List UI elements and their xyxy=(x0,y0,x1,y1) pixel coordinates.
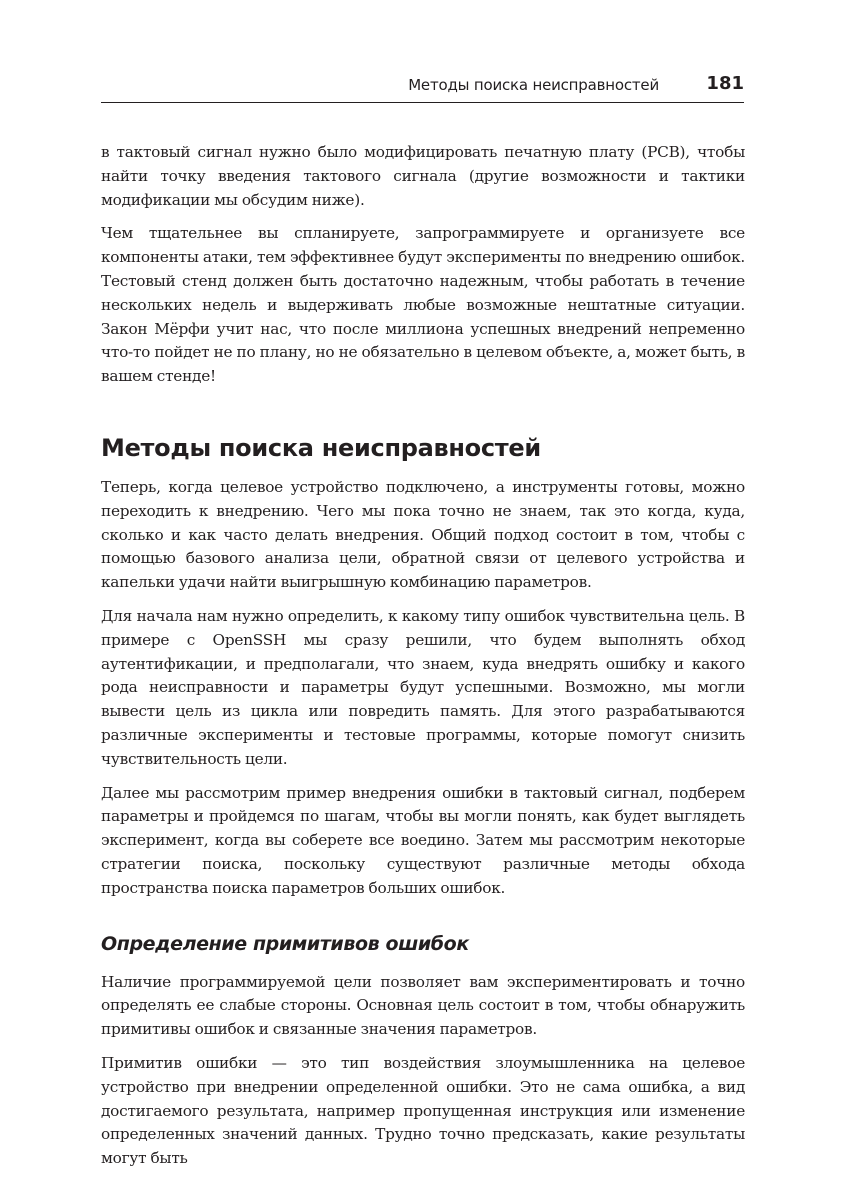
section-heading: Методы поиска неисправностей xyxy=(101,433,541,462)
paragraph-continuation: в тактовый сигнал нужно было модифицировать печатную плату (PCB), чтобы найти точку введения тактового сигнала (другие возможности и тактики модификации мы обсудим ниже). xyxy=(101,143,745,209)
paragraph-test-bench: Чем тщательнее вы спланируете, запрограммируете и организуете все компоненты атаки, тем эффективнее будут эксперименты по внедрению ошибок. Тестовый стенд должен быть достаточно надежным, чтобы работать в течение нескольких недель и выдерживать любые возможные нештатные ситуации. Закон Мёрфи учит нас, что после миллиона успешных внедрений непременно что-то пойдет не по плану, но не обязательно в целевом объекте, а, может быть, в вашем стенде! xyxy=(101,224,745,386)
subsection-heading: Определение примитивов ошибок xyxy=(101,932,469,955)
page-content xyxy=(101,141,745,1171)
page-number: 181 xyxy=(706,73,744,94)
running-header xyxy=(101,72,744,103)
running-title: Методы поиска неисправностей xyxy=(408,76,659,94)
paragraph-intro: Теперь, когда целевое устройство подключено, а инструменты готовы, можно переходить к внедрению. Чего мы пока точно не знаем, так это когда, куда, сколько и как часто делать внедрения. Общий подход состоит в том, чтобы с помощью базового анализа цели, обратной связи от целевого устройства и капельки удачи найти выигрышную комбинацию параметров. xyxy=(101,477,745,592)
paragraph-fault-types: Для начала нам нужно определить, к какому типу ошибок чувствительна цель. В примере с OpenSSH мы сразу решили, что будем выполнять обход аутентификации, и предполагали, что знаем, куда внедрять ошибку и какого рода неисправности и параметры будут успешными. Возможно, мы могли вывести цель из цикла или повредить память. Для этого разрабатываются различные эксперименты и тестовые программы, которые помогут снизить чувствительность цели. xyxy=(101,606,745,768)
paragraph-next-steps: Далее мы рассмотрим пример внедрения ошибки в тактовый сигнал, подберем параметры и пройдемся по шагам, чтобы вы могли понять, как будет выглядеть эксперимент, когда вы соберете все воедино. Затем мы рассмотрим некоторые стратегии поиска, поскольку существуют различные методы обхода пространства поиска параметров больших ошибок. xyxy=(101,783,745,897)
paragraph-fault-primitive: Примитив ошибки — это тип воздействия злоумышленника на целевое устройство при внедрении определенной ошибки. Это не сама ошибка, а вид достигаемого результата, например пропущенная инструкция или изменение определенных значений данных. Трудно точно предсказать, какие результаты могут быть xyxy=(101,1053,745,1168)
paragraph-programmable-target: Наличие программируемой цели позволяет вам экспериментировать и точно определять ее слабые стороны. Основная цель состоит в том, чтобы обнаружить примитивы ошибок и связанные значения параметров. xyxy=(101,972,745,1039)
